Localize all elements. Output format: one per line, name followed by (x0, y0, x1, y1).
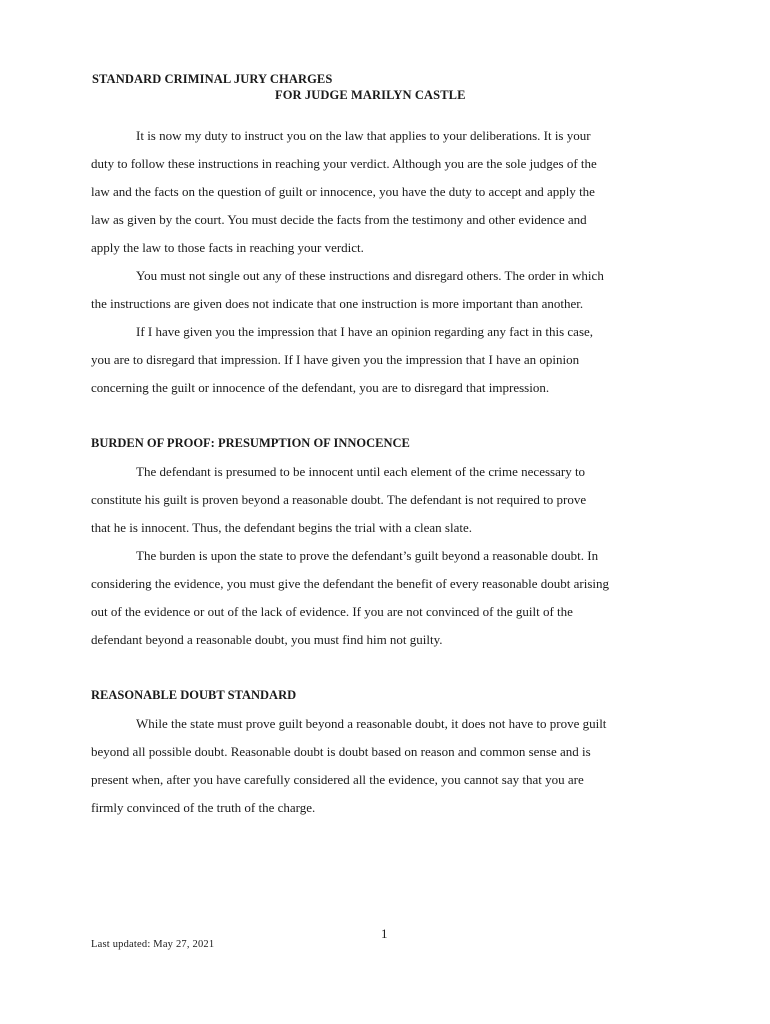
paragraph-line: that he is innocent. Thus, the defendant begins the trial with a clean slate. (91, 520, 472, 535)
section-heading-burden-of-proof: BURDEN OF PROOF: PRESUMPTION OF INNOCENCE (91, 436, 410, 450)
paragraph-line: apply the law to those facts in reaching your verdict. (91, 240, 364, 255)
paragraph-line: It is now my duty to instruct you on the law that applies to your deliberations. It is your (136, 128, 591, 143)
paragraph-line: considering the evidence, you must give the defendant the benefit of every reasonable doubt arising (91, 576, 610, 591)
paragraph-line: concerning the guilt or innocence of the defendant, you are to disregard that impression. (91, 380, 550, 395)
paragraph-line: you are to disregard that impression. If I have given you the impression that I have an opinion (91, 352, 580, 367)
paragraph-line: The burden is upon the state to prove the defendant’s guilt beyond a reasonable doubt. In (136, 548, 599, 563)
document-title-line-1: STANDARD CRIMINAL JURY CHARGES (92, 72, 333, 86)
paragraph-line: beyond all possible doubt. Reasonable doubt is doubt based on reason and common sense and is (91, 744, 591, 759)
paragraph-line: You must not single out any of these instructions and disregard others. The order in which (136, 268, 604, 283)
paragraph-line: law as given by the court. You must decide the facts from the testimony and other evidence and (91, 212, 587, 227)
section-heading-reasonable-doubt: REASONABLE DOUBT STANDARD (91, 688, 297, 702)
paragraph-line: present when, after you have carefully considered all the evidence, you cannot say that you are (91, 772, 584, 787)
paragraph-line: firmly convinced of the truth of the charge. (91, 800, 316, 815)
page-number: 1 (381, 926, 388, 941)
paragraph-line: out of the evidence or out of the lack of evidence. If you are not convinced of the guilt of the (91, 604, 573, 619)
paragraph-line: The defendant is presumed to be innocent until each element of the crime necessary to (136, 464, 586, 479)
paragraph-line: While the state must prove guilt beyond a reasonable doubt, it does not have to prove guilt (136, 716, 607, 731)
footer-last-updated: Last updated: May 27, 2021 (91, 939, 215, 950)
document-title-line-2: FOR JUDGE MARILYN CASTLE (275, 88, 466, 102)
paragraph-line: defendant beyond a reasonable doubt, you must find him not guilty. (91, 632, 443, 647)
paragraph-line: constitute his guilt is proven beyond a reasonable doubt. The defendant is not required to prove (91, 492, 587, 507)
paragraph-line: duty to follow these instructions in reaching your verdict. Although you are the sole judges of the (91, 156, 597, 171)
paragraph-line: the instructions are given does not indicate that one instruction is more important than another. (91, 296, 584, 311)
paragraph-line: law and the facts on the question of guilt or innocence, you have the duty to accept and apply the (91, 184, 595, 199)
paragraph-line: If I have given you the impression that I have an opinion regarding any fact in this case, (136, 324, 594, 339)
